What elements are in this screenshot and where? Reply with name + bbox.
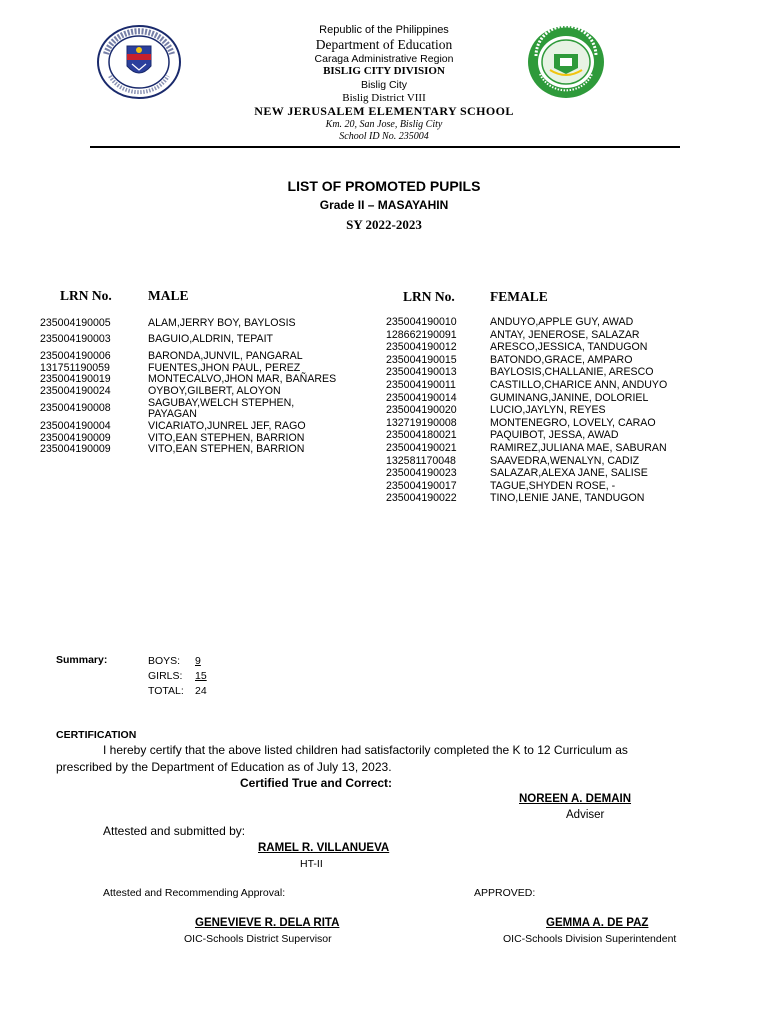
name-cell: BARONDA,JUNVIL, PANGARAL [148, 350, 303, 362]
male-list [40, 318, 336, 456]
recommending-label: Attested and Recommending Approval: [103, 887, 286, 899]
name-cell: ANDUYO,APPLE GUY, AWAD [490, 316, 634, 328]
female-row [386, 354, 667, 367]
name-line-1: SAGUBAY,WELCH STEPHEN, [148, 396, 295, 409]
lrn-cell: 235004190011 [386, 378, 456, 391]
summary-counts [148, 654, 207, 699]
male-row [40, 444, 336, 456]
female-row [386, 467, 667, 480]
name-cell: TAGUE,SHYDEN ROSE, - [490, 479, 616, 492]
male-row [40, 350, 336, 363]
female-row [386, 316, 667, 329]
female-row [386, 379, 667, 392]
lrn-cell: 235004190020 [386, 404, 457, 417]
supervisor-name: GENEVIEVE R. DELA RITA [195, 917, 340, 929]
female-row [386, 429, 667, 442]
name-cell: ARESCO,JESSICA, TANDUGON [490, 341, 648, 354]
lrn-cell: 235004190003 [40, 333, 111, 345]
male-row [40, 318, 336, 333]
name-cell: BAYLOSIS,CHALLANIE, ARESCO [490, 366, 654, 379]
page-title: LIST OF PROMOTED PUPILS [287, 178, 481, 194]
name-cell: LUCIO,JAYLYN, REYES [490, 404, 606, 417]
certification-line-2: prescribed by the Department of Education as of July 13, 2023. [56, 760, 392, 774]
female-row [386, 392, 667, 405]
female-header: FEMALE [490, 289, 548, 304]
attested-label: Attested and submitted by: [103, 824, 246, 838]
name-cell: VITO,EAN STEPHEN, BARRION [148, 431, 305, 444]
total-label: TOTAL: [148, 685, 184, 697]
lrn-cell: 235004190009 [40, 431, 111, 444]
lrn-cell: 132581170048 [386, 454, 456, 467]
adviser-title: Adviser [566, 809, 605, 821]
female-lrn-header: LRN No. [403, 289, 455, 304]
school-id: School ID No. 235004 [339, 131, 429, 142]
female-list [386, 316, 667, 505]
lrn-cell: 235004190006 [40, 350, 111, 362]
lrn-cell: 235004190014 [386, 391, 457, 404]
female-row [386, 442, 667, 455]
female-row [386, 455, 667, 468]
male-header: MALE [148, 288, 189, 303]
name-line-2: PAYAGAN [148, 408, 197, 420]
lrn-cell: 132719190008 [386, 416, 457, 429]
name-cell: PAQUIBOT, JESSA, AWAD [490, 429, 619, 442]
lrn-cell: 235004190012 [386, 341, 457, 354]
division-line: BISLIG CITY DIVISION [323, 65, 445, 77]
republic-line: Republic of the Philippines [319, 24, 449, 36]
name-cell: GUMINANG,JANINE, DOLORIEL [490, 391, 649, 404]
lrn-cell: 128662190091 [386, 328, 457, 341]
lrn-cell: 235004190013 [386, 366, 457, 379]
female-row [386, 366, 667, 379]
female-row [386, 492, 667, 505]
school-name: NEW JERUSALEM ELEMENTARY SCHOOL [254, 104, 514, 118]
male-row [40, 421, 336, 433]
certified-label: Certified True and Correct: [240, 776, 393, 790]
female-row [386, 480, 667, 493]
certification-line-1: I hereby certify that the above listed children had satisfactorily completed the K to 12 Curriculum as [103, 743, 628, 757]
lrn-cell: 235004190015 [386, 353, 457, 366]
certification-heading: CERTIFICATION [56, 729, 137, 741]
school-year: SY 2022-2023 [346, 217, 422, 232]
total-count: 24 [195, 685, 207, 697]
head-teacher-name: RAMEL R. VILLANUEVA [258, 842, 390, 854]
lrn-cell: 235004190024 [40, 384, 111, 397]
female-row [386, 404, 667, 417]
name-cell: CASTILLO,CHARICE ANN, ANDUYO [490, 378, 668, 391]
name-cell: TINO,LENIE JANE, TANDUGON [490, 492, 645, 505]
name-cell: MONTECALVO,JHON MAR, BAÑARES [148, 373, 337, 385]
lrn-cell: 235004180021 [386, 429, 457, 442]
header-divider [90, 146, 680, 148]
lrn-cell: 235004190004 [40, 420, 111, 432]
lrn-cell: 235004190005 [40, 317, 111, 329]
name-cell: RAMIREZ,JULIANA MAE, SABURAN [490, 441, 667, 454]
lrn-cell: 235004190017 [386, 479, 457, 492]
lrn-cell: 235004190021 [386, 441, 457, 454]
lrn-cell: 235004190010 [386, 316, 457, 328]
male-row [40, 333, 336, 350]
name-cell: SALAZAR,ALEXA JANE, SALISE [490, 467, 648, 480]
name-cell: ALAM,JERRY BOY, BAYLOSIS [148, 317, 296, 329]
name-cell: FUENTES,JHON PAUL, PEREZ [148, 361, 301, 374]
lrn-cell: 235004190008 [40, 402, 111, 415]
superintendent-title: OIC-Schools Division Superintendent [503, 933, 677, 945]
superintendent-name: GEMMA A. DE PAZ [546, 917, 649, 929]
boys-count: 9 [195, 655, 201, 667]
male-row [40, 374, 336, 386]
head-teacher-title: HT-II [300, 858, 323, 870]
region-line: Caraga Administrative Region [314, 53, 454, 65]
name-cell: MONTENEGRO, LOVELY, CARAO [490, 416, 656, 429]
name-cell: VICARIATO,JUNREL JEF, RAGO [148, 420, 306, 432]
male-row [40, 386, 336, 398]
school-address: Km. 20, San Jose, Bislig City [325, 119, 443, 130]
name-cell [148, 398, 294, 421]
name-cell: OYBOY,GILBERT, ALOYON [148, 384, 281, 397]
name-cell: BATONDO,GRACE, AMPARO [490, 353, 633, 366]
girls-row [148, 669, 207, 684]
approved-label: APPROVED: [474, 887, 536, 899]
supervisor-title: OIC-Schools District Supervisor [184, 933, 332, 945]
city-line: Bislig City [360, 79, 408, 91]
name-cell: VITO,EAN STEPHEN, BARRION [148, 443, 305, 455]
lrn-cell: 131751190059 [40, 361, 110, 374]
lrn-cell: 235004190019 [40, 373, 111, 385]
boys-row [148, 654, 207, 669]
female-row [386, 341, 667, 354]
summary-label: Summary: [56, 654, 108, 666]
lrn-cell: 235004190009 [40, 443, 111, 455]
grade-section: Grade II – MASAYAHIN [319, 198, 449, 212]
department-line: Department of Education [315, 37, 453, 52]
district-line: Bislig District VIII [342, 92, 426, 104]
name-cell: BAGUIO,ALDRIN, TEPAIT [148, 333, 273, 345]
female-row [386, 417, 667, 430]
girls-label: GIRLS: [148, 670, 183, 682]
lrn-cell: 235004190022 [386, 492, 457, 505]
name-cell: SAAVEDRA,WENALYN, CADIZ [490, 454, 640, 467]
adviser-name: NOREEN A. DEMAIN [519, 793, 632, 805]
total-row [148, 684, 207, 699]
name-cell: ANTAY, JENEROSE, SALAZAR [490, 328, 640, 341]
male-lrn-header: LRN No. [60, 288, 112, 303]
female-row [386, 329, 667, 342]
boys-label: BOYS: [148, 655, 181, 667]
male-row [40, 397, 336, 421]
girls-count: 15 [195, 670, 207, 682]
lrn-cell: 235004190023 [386, 467, 457, 480]
